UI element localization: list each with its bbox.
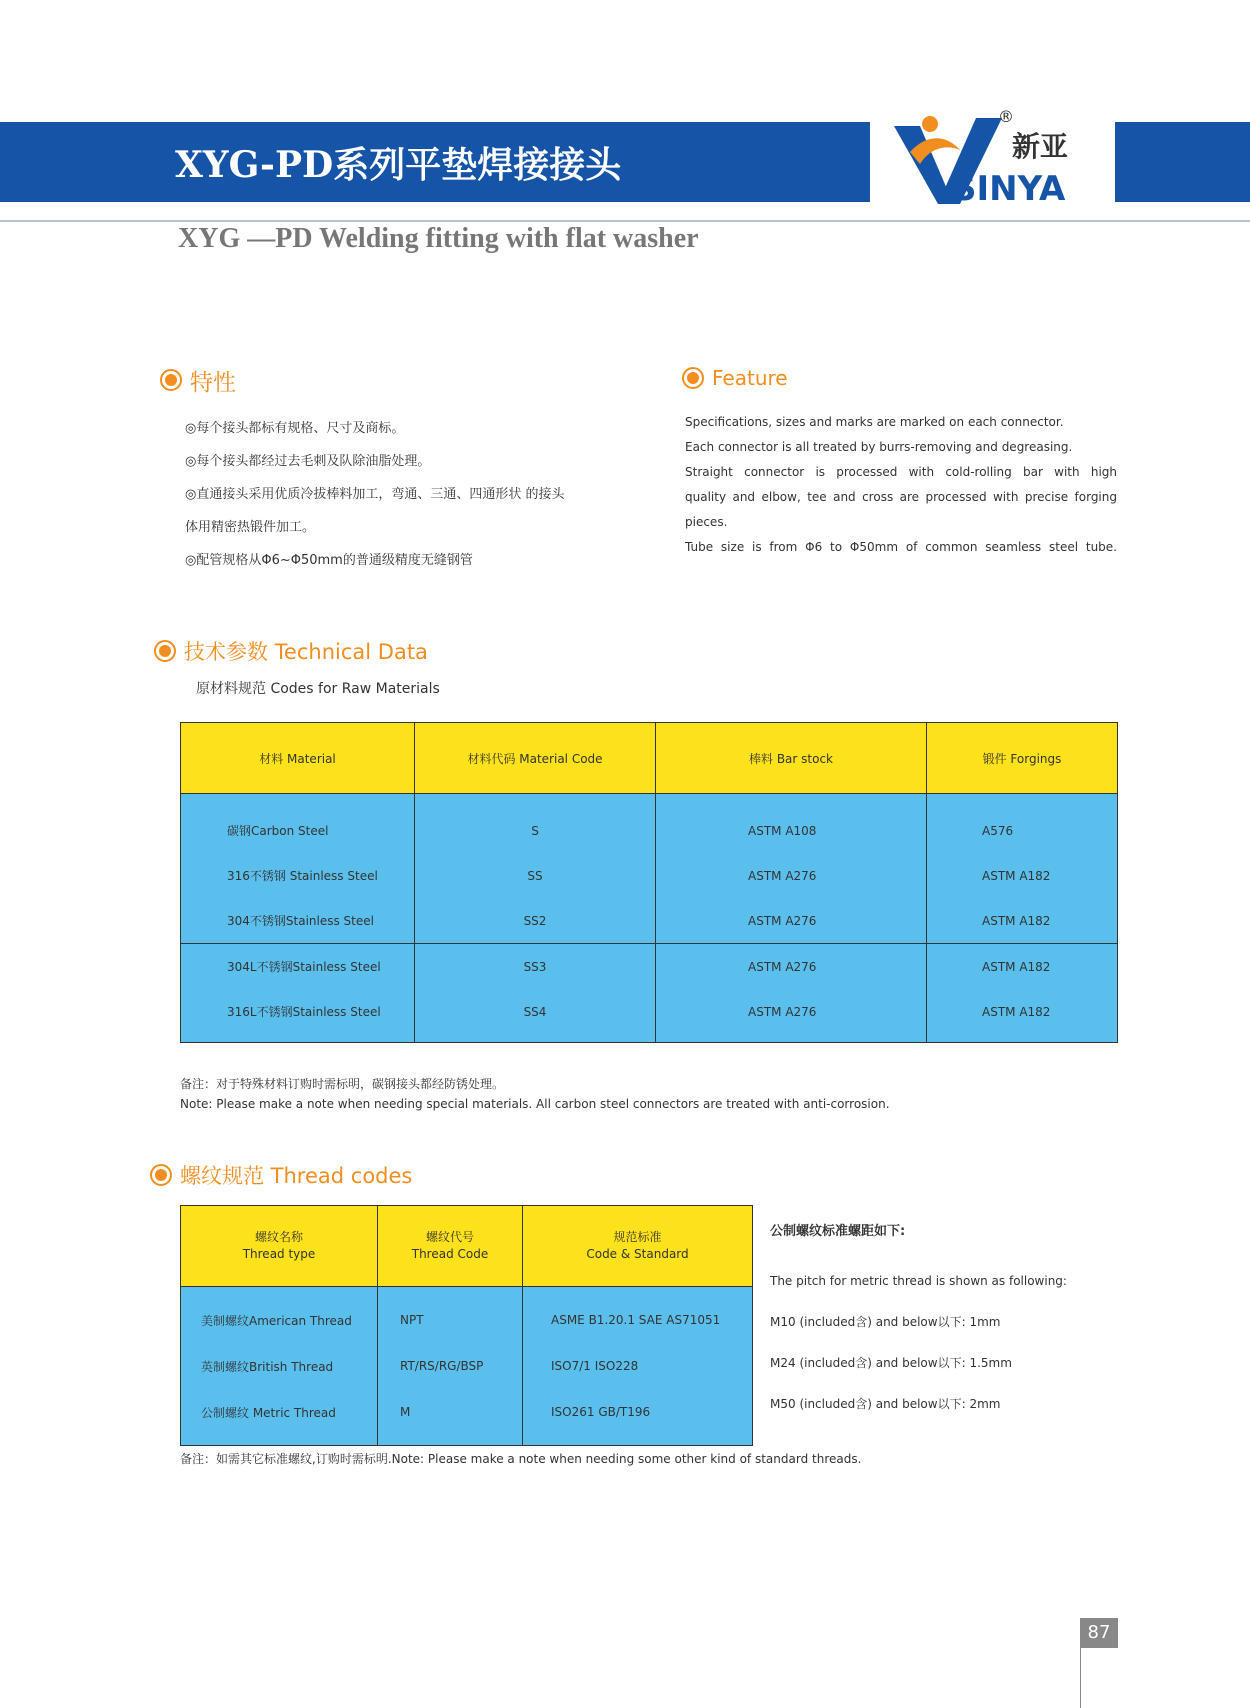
table-cell: ASTM A182 [927, 853, 1118, 898]
table-row [181, 989, 1118, 1043]
list-item: ◎配管规格从Φ6~Φ50mm的普通级精度无缝钢管 [185, 553, 473, 568]
column-header: 螺纹名称 Thread type [181, 1206, 378, 1287]
table-cell: RT/RS/RG/BSP [378, 1343, 523, 1389]
table-row [181, 944, 1118, 990]
table-cell: SS [415, 853, 656, 898]
list-item: ◎每个接头都经过去毛刺及队除油脂处理。 [185, 454, 431, 469]
pitch-line: M10 (included含) and below以下: 1mm [770, 1315, 1001, 1329]
table-cell: 公制螺纹 Metric Thread [181, 1389, 378, 1446]
pitch-line: The pitch for metric thread is shown as following: [770, 1274, 1067, 1288]
table-cell: ASME B1.20.1 SAE AS71051 [523, 1287, 753, 1344]
thread-table [180, 1205, 753, 1446]
table-cell: 英制螺纹British Thread [181, 1343, 378, 1389]
list-item: pieces. [685, 515, 728, 529]
table-cell: ASTM A276 [656, 853, 927, 898]
logo-cn: 新亚 [1012, 130, 1069, 163]
list-item: 体用精密热锻件加工。 [185, 520, 316, 535]
table-cell: ASTM A182 [927, 944, 1118, 990]
column-header: 规范标准 Code & Standard [523, 1206, 753, 1287]
column-header: 材料代码 Material Code [415, 723, 656, 794]
pitch-line: M24 (included含) and below以下: 1.5mm [770, 1356, 1012, 1370]
table-cell: 美制螺纹American Thread [181, 1287, 378, 1344]
raw-materials-label: 原材料规范 Codes for Raw Materials [196, 681, 440, 697]
page-number-rule [1080, 1648, 1081, 1708]
logo-dot [922, 116, 938, 132]
header-band-right [1115, 122, 1250, 202]
thread-heading: 螺纹规范 Thread codes [150, 1159, 412, 1191]
table-cell: 316不锈钢 Stainless Steel [181, 853, 415, 898]
column-header: 螺纹代号 Thread Code [378, 1206, 523, 1287]
column-header: 材料 Material [181, 723, 415, 794]
table-row [181, 1389, 753, 1446]
thread-note: 备注：如需其它标准螺纹,订购时需标明.Note: Please make a note when needing some other kind of standard threads. [180, 1452, 862, 1466]
page-number: 87 [1080, 1618, 1118, 1648]
table-cell: M [378, 1389, 523, 1446]
table-cell: A576 [927, 794, 1118, 854]
features-list-cn [185, 412, 645, 577]
pitch-line: M50 (included含) and below以下: 2mm [770, 1397, 1001, 1411]
table-header-row [181, 723, 1118, 794]
logo-en: SINYA [952, 169, 1066, 209]
list-item: Straight connector is processed with cold-rolling bar with high [685, 465, 1117, 479]
table-row [181, 1287, 753, 1344]
table-cell: 碳钢Carbon Steel [181, 794, 415, 854]
column-header: 锻件 Forgings [927, 723, 1118, 794]
column-header: 棒料 Bar stock [656, 723, 927, 794]
pitch-title: 公制螺纹标准螺距如下: [770, 1224, 906, 1239]
table-cell: 304不锈钢Stainless Steel [181, 898, 415, 944]
table-row [181, 853, 1118, 898]
technical-heading: 技术参数 Technical Data [154, 635, 428, 667]
table-row [181, 898, 1118, 944]
materials-note [180, 1074, 890, 1114]
note-en: Note: Please make a note when needing special materials. All carbon steel connectors are treated with anti-corrosion. [180, 1097, 890, 1111]
table-cell: NPT [378, 1287, 523, 1344]
table-cell: 316L不锈钢Stainless Steel [181, 989, 415, 1043]
table-row [181, 794, 1118, 854]
orange-bullet-icon [160, 369, 182, 391]
list-item: ◎直通接头采用优质冷拔棒料加工，弯通、三通、四通形状 的接头 [185, 487, 565, 502]
table-cell: ISO7/1 ISO228 [523, 1343, 753, 1389]
page-subtitle: XYG —PD Welding fitting with flat washer [178, 223, 699, 254]
table-cell: ASTM A108 [656, 794, 927, 854]
list-item: quality and elbow, tee and cross are processed with precise forging [685, 490, 1117, 504]
list-item: Tube size is from Φ6 to Φ50mm of common seamless steel tube. [685, 540, 1117, 554]
features-heading-en: Feature [682, 362, 788, 394]
features-heading-cn: 特性 [160, 364, 236, 396]
list-item: Specifications, sizes and marks are marked on each connector. [685, 415, 1064, 429]
sinya-logo [880, 104, 1110, 214]
table-cell: S [415, 794, 656, 854]
table-cell: SS2 [415, 898, 656, 944]
note-cn: 备注：对于特殊材料订购时需标明，碳钢接头都经防锈处理。 [180, 1077, 505, 1091]
table-cell: ISO261 GB/T196 [523, 1389, 753, 1446]
table-cell: ASTM A182 [927, 898, 1118, 944]
table-row [181, 1343, 753, 1389]
list-item: Each connector is all treated by burrs-removing and degreasing. [685, 440, 1073, 454]
table-cell: ASTM A276 [656, 898, 927, 944]
table-header-row [181, 1206, 753, 1287]
logo-v-left [894, 126, 950, 204]
table-cell: SS3 [415, 944, 656, 990]
orange-bullet-icon [154, 640, 176, 662]
features-list-en [685, 410, 1117, 560]
logo-reg: ® [998, 107, 1014, 126]
materials-table [180, 722, 1118, 1043]
pitch-info [770, 1220, 1067, 1425]
table-cell: SS4 [415, 989, 656, 1043]
list-item: ◎每个接头都标有规格、尺寸及商标。 [185, 421, 405, 436]
orange-bullet-icon [150, 1164, 172, 1186]
table-cell: ASTM A276 [656, 989, 927, 1043]
page-title: XYG-PD系列平垫焊接接头 [175, 144, 622, 186]
table-cell: ASTM A182 [927, 989, 1118, 1043]
table-cell: ASTM A276 [656, 944, 927, 990]
orange-bullet-icon [682, 367, 704, 389]
table-cell: 304L不锈钢Stainless Steel [181, 944, 415, 990]
